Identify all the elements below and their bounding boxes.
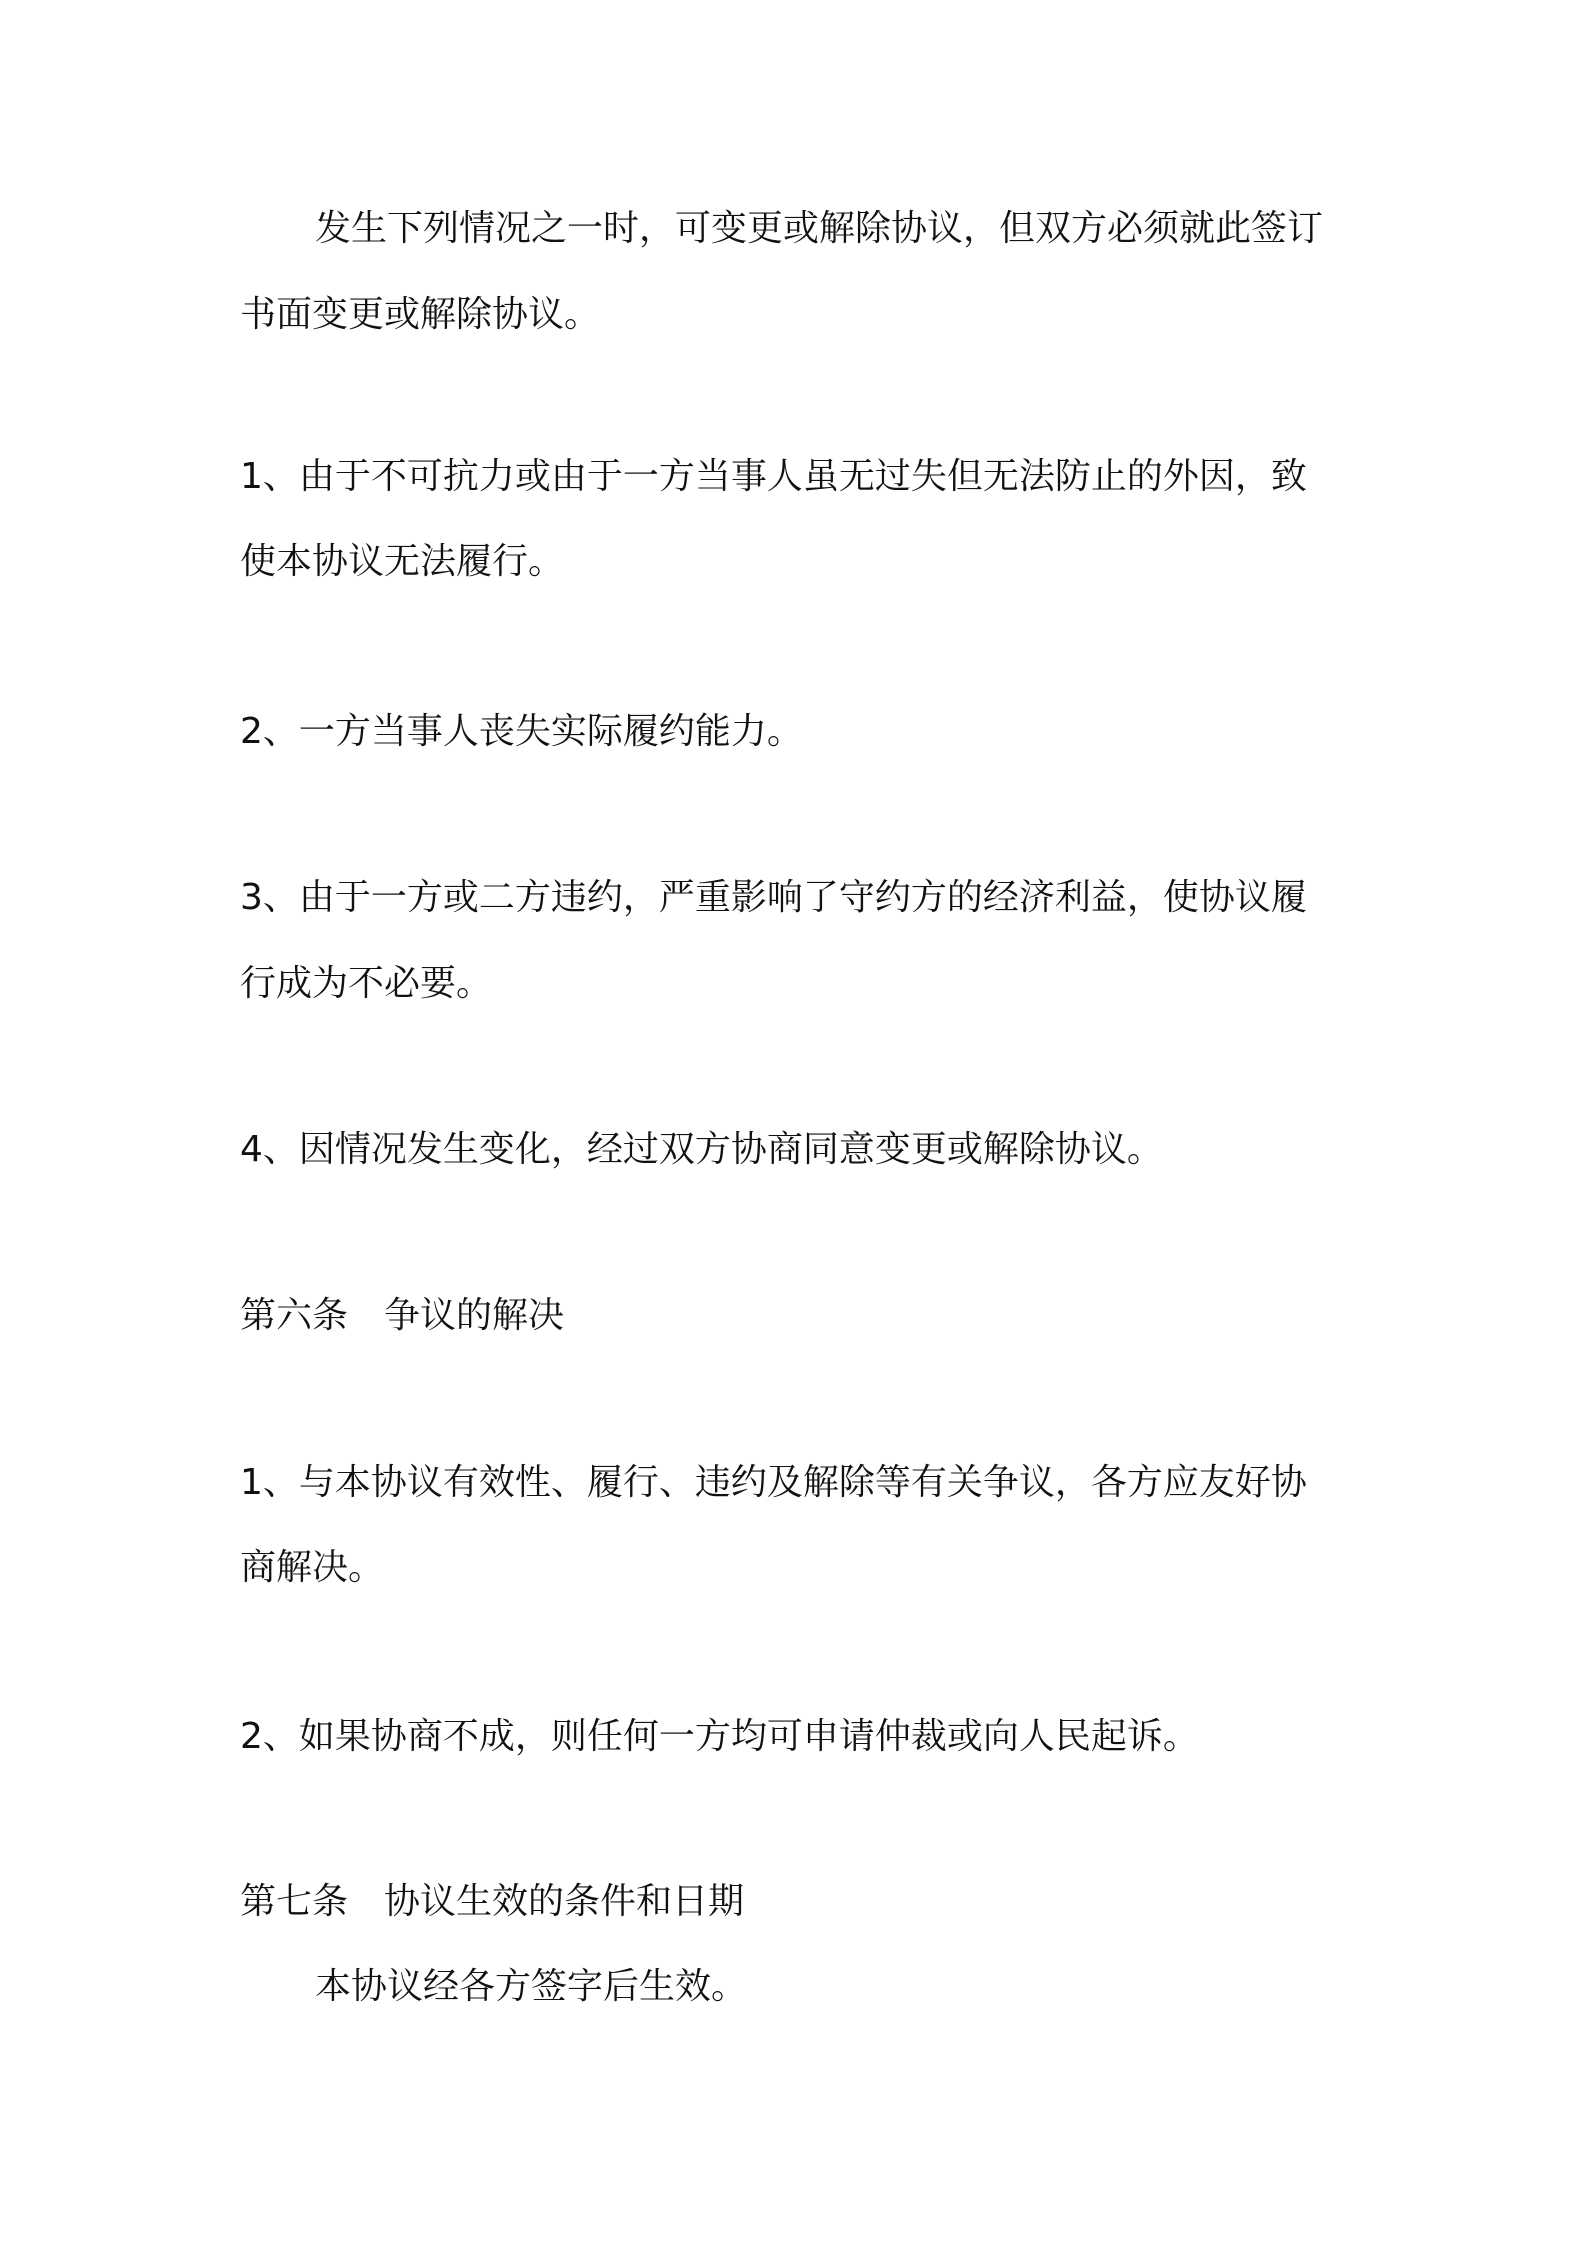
condition-4: 4、因情况发生变化，经过双方协商同意变更或解除协议。	[240, 1129, 1163, 1170]
article-7-body: 本协议经各方签字后生效。	[315, 1966, 748, 2007]
article-6-heading: 第六条 争议的解决	[240, 1295, 565, 1336]
condition-3-line-1: 3、由于一方或二方违约，严重影响了守约方的经济利益，使协议履	[240, 877, 1307, 918]
article-6-item-2: 2、如果协商不成，则任何一方均可申请仲裁或向人民起诉。	[240, 1716, 1199, 1757]
article-6-item-1-line-2: 商解决。	[240, 1547, 385, 1588]
intro-paragraph-line-2: 书面变更或解除协议。	[240, 294, 601, 335]
article-7-heading: 第七条 协议生效的条件和日期	[240, 1881, 745, 1922]
article-6-item-1-line-1: 1、与本协议有效性、履行、违约及解除等有关争议，各方应友好协	[240, 1462, 1307, 1503]
condition-1-line-1: 1、由于不可抗力或由于一方当事人虽无过失但无法防止的外因，致	[240, 456, 1307, 497]
condition-1-line-2: 使本协议无法履行。	[240, 541, 565, 582]
condition-3-line-2: 行成为不必要。	[240, 963, 493, 1004]
intro-paragraph-line-1: 发生下列情况之一时，可变更或解除协议，但双方必须就此签订	[315, 208, 1324, 249]
condition-2: 2、一方当事人丧失实际履约能力。	[240, 711, 803, 752]
